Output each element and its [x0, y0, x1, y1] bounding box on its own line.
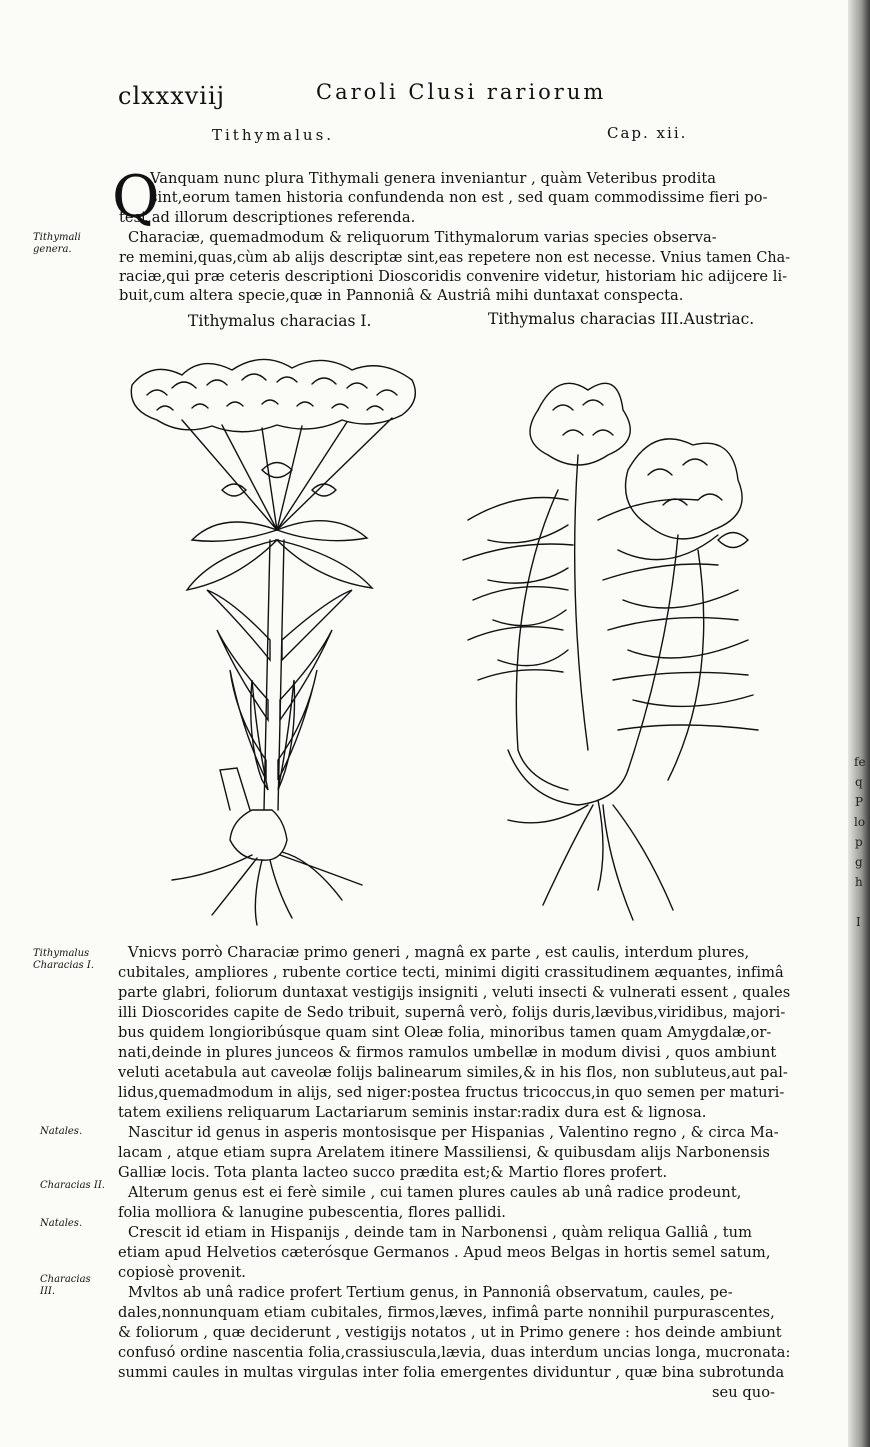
body-line: nati,deinde in plures junceos & firmos ramulos umbellæ in modum divisi , quos ambiunt	[118, 1044, 777, 1061]
body-line: etiam apud Helvetios cæterósque Germanos . Apud meos Belgas in hortis semel satum,	[118, 1244, 771, 1261]
running-head: Caroli Clusi rariorum	[316, 80, 607, 104]
body-line: Alterum genus est ei ferè simile , cui tamen plures caules ab unâ radice prodeunt,	[128, 1184, 742, 1201]
woody-root	[508, 750, 673, 920]
body-line: confusó ordine nascentia folia,crassiuscula,lævia, duas interdum uncias longa, mucronata:	[118, 1344, 791, 1361]
body-line: Mvltos ab unâ radice profert Tertium genus, in Pannoniâ observatum, caules, pe-	[128, 1284, 733, 1301]
figure-caption-left: Tithymalus characias I.	[188, 312, 372, 330]
body-line: Crescit id etiam in Hispanijs , deinde tam in Narbonensi , quàm reliqua Galliâ , tum	[128, 1224, 752, 1241]
woodcut-illustration-characias-iii	[448, 350, 778, 925]
margin-note-natales: Natales.	[40, 1218, 83, 1229]
body-line: folia molliora & lanugine pubescentia, flores pallidi.	[118, 1204, 506, 1221]
stem	[264, 540, 284, 810]
flower-head-right	[626, 439, 749, 548]
body-line: illi Dioscorides capite de Sedo tribuit, supernâ verò, folijs duris,lævibus,viridibus, majori-	[118, 1004, 786, 1021]
chapter-title: Tithymalus.	[212, 126, 335, 144]
body-line: tatem exiliens reliquarum Lactariarum seminis instar:radix dura est & lignosa.	[118, 1104, 707, 1121]
body-line: Galliæ locis. Tota planta lacteo succo prædita est;& Martio flores profert.	[118, 1164, 668, 1181]
woodcut-illustration-characias-i	[112, 340, 442, 930]
umbel-flower-cluster	[131, 359, 415, 431]
body-line: summi caules in multas virgulas inter folia emergentes dividuntur , quæ bina subrotunda	[118, 1364, 785, 1381]
facing-page-glyph: h	[855, 875, 863, 889]
figure-caption-right: Tithymalus characias III.Austriac.	[488, 310, 755, 328]
willow-leaves	[463, 498, 758, 731]
body-line: lacam , atque etiam supra Arelatem itinere Massiliensi, & quibusdam alijs Narbonensis	[118, 1144, 770, 1161]
woody-root	[172, 768, 362, 925]
body-line: Nascitur id genus in asperis montosisque per Hispanias , Valentino regno , & circa Ma-	[128, 1124, 779, 1141]
body-line: cubitales, ampliores , rubente cortice tecti, minimi digiti crassitudinem æquantes, infimâ	[118, 964, 784, 981]
intro-line: sint,eorum tamen historia confundenda non est , sed quam commodissime fieri po-	[150, 189, 768, 206]
body-line: & foliorum , quæ deciderunt , vestigijs notatos , ut in Primo genere : hos deinde ambiunt	[118, 1324, 782, 1341]
chapter-number: Cap. xii.	[607, 124, 688, 142]
intro-line: raciæ,qui præ ceteris descriptioni Dioscoridis convenire videtur, historiam hic adijcere li-	[119, 268, 788, 285]
margin-note-characias-iii: Characias III.	[40, 1274, 91, 1297]
flower-head-left	[530, 383, 630, 465]
facing-page-glyph: fe	[854, 755, 866, 769]
body-line: Vnicvs porrò Characiæ primo generi , magnâ ex parte , est caulis, interdum plures,	[128, 944, 750, 961]
intro-line: Characiæ, quemadmodum & reliquorum Tithymalorum varias species observa-	[128, 229, 717, 246]
facing-page-glyph: I	[856, 915, 861, 929]
catchword: seu quo-	[712, 1384, 776, 1401]
facing-page-glyph: q	[855, 775, 863, 789]
intro-line: re memini,quas,cùm ab alijs descriptæ sint,eas repetere non est necesse. Vnius tamen Cha-	[119, 249, 791, 266]
facing-page-glyph: P	[855, 795, 864, 809]
facing-page-glyph: g	[855, 855, 863, 869]
intro-line: test,ad illorum descriptiones referenda.	[119, 209, 416, 226]
facing-page-glyph: lo	[854, 815, 866, 829]
body-line: parte glabri, foliorum duntaxat vestigijs insigniti , veluti insecti & vulnerati essent , quales	[118, 984, 791, 1001]
body-line: bus quidem longioribúsque quam sint Oleæ folia, minoribus tamen quam Amygdalæ,or-	[118, 1024, 772, 1041]
margin-note-natales: Natales.	[40, 1126, 83, 1137]
facing-page-glyph: p	[855, 835, 863, 849]
drop-cap: Q	[112, 163, 160, 231]
intro-line: Vanquam nunc plura Tithymali genera inveniantur , quàm Veteribus prodita	[150, 170, 717, 187]
margin-note-characias-ii: Characias II.	[40, 1180, 105, 1191]
folio-number: clxxxviij	[118, 82, 226, 110]
body-line: veluti acetabula aut caveolæ folijs balinearum similes,& in his flos, non subluteus,aut pal-	[118, 1064, 788, 1081]
body-line: copiosè provenit.	[118, 1264, 246, 1281]
body-line: lidus,quemadmodum in alijs, sed niger:postea fructus tricoccus,in quo semen per maturi-	[118, 1084, 785, 1101]
margin-note-characias-i: Tithymalus Characias I.	[33, 948, 94, 971]
body-line: dales,nonnunquam etiam cubitales, firmos,læves, infimâ parte nonnihil purpurascentes,	[118, 1304, 775, 1321]
page-gutter-shadow	[848, 0, 870, 1447]
margin-note-genera: Tithymali genera.	[33, 232, 81, 255]
intro-line: buit,cum altera specie,quæ in Pannoniâ & Austriâ mihi duntaxat conspecta.	[119, 287, 684, 304]
